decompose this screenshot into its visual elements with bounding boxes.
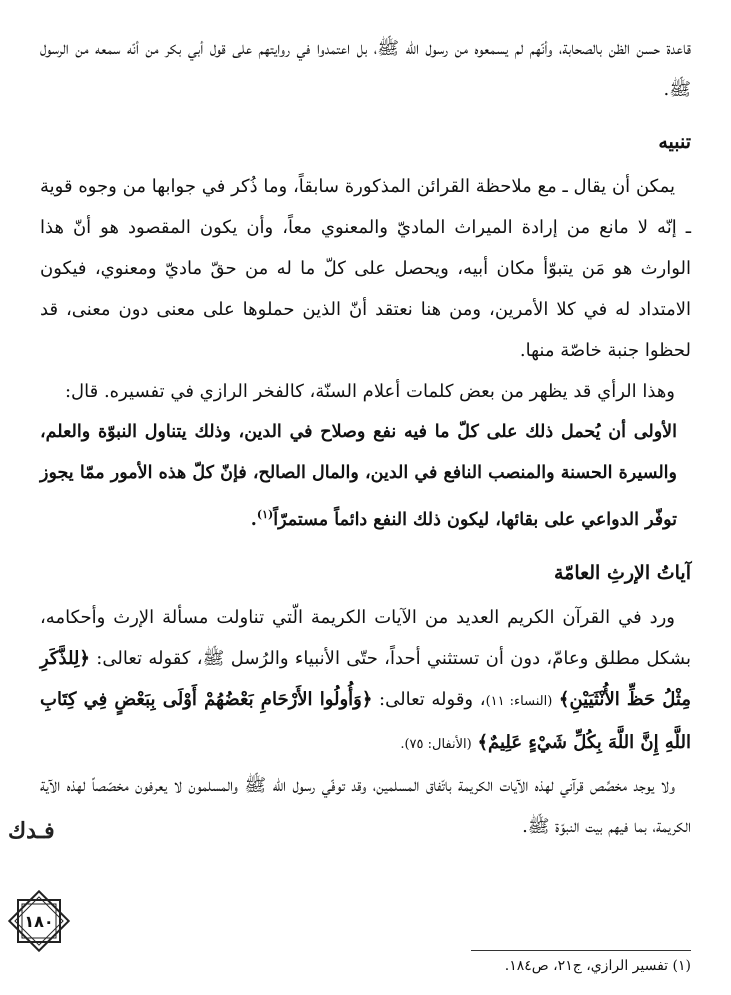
paragraph-2: يمكن أن يقال ـ مع ملاحظة القرائن المذكورة سابقاً، وما ذُكر في جوابها من وجوه قوية ـ إنّه لا مانع من إرادة الميراث الماديّ والمعنوي معاً، وأن يكون المقصود هو أنّ هذا الوارث هو مَن يتبوّأ مكان أبيه، ويحصل على كلّ ما له من حقّ ماديّ ومعنوي، فيكون الامتداد له في كلا الأمرين، ومن هنا نعتقد أنّ الذين حملوها على معنى دون معنى، قد لحظوا جنبة خاصّة منها. — [40, 176, 691, 361]
heading-tanbih: تنبيه — [658, 131, 691, 153]
paragraph-4 — [40, 597, 691, 765]
footnote-marker: (١) — [256, 508, 274, 521]
star-frame-icon — [4, 886, 74, 956]
paragraph-4-mid: ، وقوله تعالى: — [379, 688, 486, 710]
quran-ref-1: (النساء: ١١) — [485, 693, 553, 709]
paragraph-4-text: ورد في القرآن الكريم العديد من الآيات الكريمة الّتي تناولت مسألة الإرث وأحكامه، بشكل مطلق وعامّ، دون أن تستثني أحداً، حتّى الأنبياء والرُسل ﷺ، كقوله تعالى: — [40, 606, 691, 669]
quran-verse-1: ﴿لِلذَّكَرِ مِثْلُ حَظِّ الأُنْثَيَيْنِ﴾ — [40, 647, 691, 710]
footnote: (١) تفسير الرازي، ج٢١، ص١٨٤. — [504, 958, 691, 974]
quote-block: الأولى أن يُحمل ذلك على كلّ ما فيه نفع وصلاح في الدين، وذلك يتناول النبوّة والعلم، والسيرة الحسنة والمنصب النافع في الدين، والمال الصالح، فإنّ كلّ هذه الأمور ممّا يجوز توفّر الدواعي على بقائها، ليكون ذلك النفع دائماً مستمرّاً$^{(١)}$. — [40, 422, 677, 530]
quran-ref-2: (الأنفال: ٧٥). — [400, 736, 472, 752]
paragraph-5: ولا يوجد مخصِّص قرآني لهذه الآيات الكريمة باتّفاق المسلمين، وقد توفّي رسول الله ﷺ والمسلمون لا يعرفون مخصّصاً لهذه الآية الكريمة، بما فيهم بيت النبوّة ﷺ. — [40, 774, 691, 837]
book-title-mark: ﻓـﺪك — [8, 818, 55, 844]
page-number-badge — [4, 886, 74, 956]
quote-text: الأولى أن يُحمل ذلك على كلّ ما فيه نفع وصلاح في الدين، وذلك يتناول النبوّة والعلم، والسيرة الحسنة والمنصب النافع في الدين، والمال الصالح، فإنّ كلّ هذه الأمور ممّا يجوز توفّر الدواعي على بقائها، ليكون ذلك النفع دائماً مستمرّاً — [40, 422, 677, 530]
page-number: ١٨٠ — [24, 912, 54, 931]
footnote-divider — [471, 950, 691, 951]
paragraph-3: وهذا الرأي قد يظهر من بعض كلمات أعلام السنّة، كالفخر الرازي في تفسيره. قال: — [64, 381, 675, 402]
page-body — [40, 28, 691, 847]
heading-ayat: آياتُ الإرثِ العامّة — [553, 561, 691, 584]
paragraph-1: قاعدة حسن الظن بالصحابة، وأنّهم لم يسمعوه من رسول الله ﷺ، بل اعتمدوا في روايتهم على قول أبي بكر من أنّه سمعه من الرسول ﷺ. — [40, 38, 691, 100]
quran-verse-2: ﴿وَأُولُوا الأَرْحَامِ بَعْضُهُمْ أَوْلَى بِبَعْضٍ فِي كِتَابِ اللَّهِ إِنَّ اللَّهَ بِكُلِّ شَيْءٍ عَلِيمٌ﴾ — [40, 688, 691, 753]
